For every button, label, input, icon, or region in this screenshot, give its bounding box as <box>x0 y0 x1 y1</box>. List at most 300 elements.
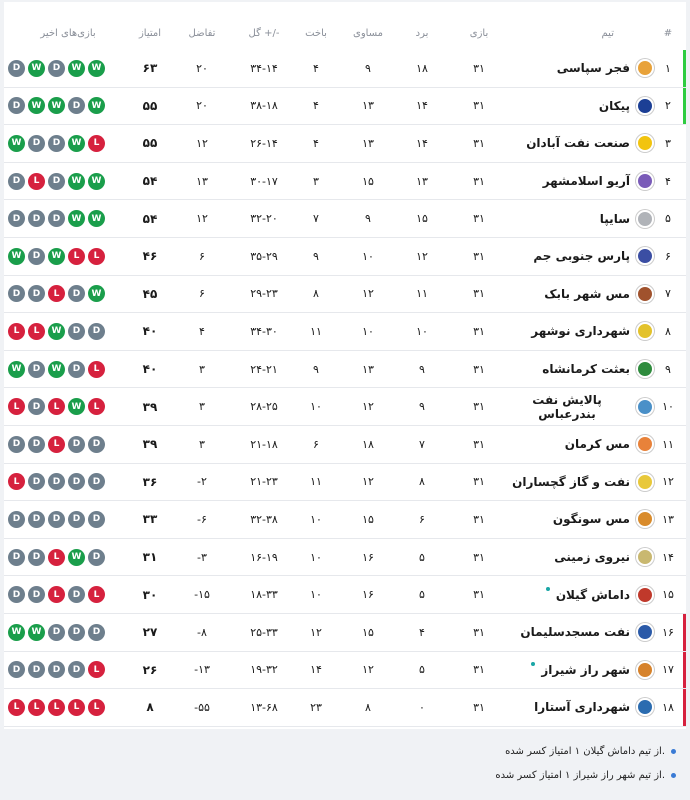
team[interactable] <box>504 285 654 303</box>
form-badge: W <box>68 173 85 190</box>
form-badge: L <box>8 473 25 490</box>
draws: ۸ <box>365 700 371 714</box>
form-badge: D <box>8 549 25 566</box>
note-marker-icon <box>546 587 550 591</box>
wins: ۱۵ <box>416 212 428 226</box>
table-row[interactable] <box>4 238 686 276</box>
played: ۳۱ <box>473 324 485 338</box>
form-badge: D <box>48 661 65 678</box>
wins: ۸ <box>419 475 425 489</box>
team-name[interactable]: نفت مسجدسلیمان <box>520 625 630 640</box>
losses: ۹ <box>313 362 319 376</box>
goal-diff: -۵۵ <box>194 700 210 714</box>
team-logo-icon <box>636 97 654 115</box>
points: ۳۳ <box>142 512 158 527</box>
table-header <box>4 18 686 48</box>
goal-diff: ۶ <box>199 249 205 263</box>
points: ۴۰ <box>142 362 158 377</box>
form-badge: D <box>8 586 25 603</box>
form-badge: D <box>68 97 85 114</box>
goal-diff: ۴ <box>199 324 205 338</box>
goals: ۳۴-۳۰ <box>250 324 278 338</box>
team-name[interactable]: شهر راز شیراز <box>541 662 630 677</box>
relegation-marker <box>683 614 686 651</box>
form-badge: L <box>88 398 105 415</box>
team-logo-icon <box>636 210 654 228</box>
form-badge: D <box>8 661 25 678</box>
team[interactable] <box>504 473 654 491</box>
team-name[interactable]: پارس جنوبی جم <box>533 249 630 264</box>
goal-diff: -۱۵ <box>194 588 210 602</box>
played: ۳۱ <box>473 61 485 75</box>
rank: ۱۸ <box>662 700 674 714</box>
form-badge: D <box>48 173 65 190</box>
team-logo-icon <box>636 661 654 679</box>
goal-diff: -۲ <box>197 475 207 489</box>
played: ۳۱ <box>473 99 485 113</box>
rank: ۵ <box>665 212 671 226</box>
recent-form <box>8 549 128 566</box>
form-badge: L <box>48 398 65 415</box>
team[interactable] <box>504 586 654 604</box>
footnotes <box>4 738 686 794</box>
team-logo-icon <box>636 510 654 528</box>
form-badge: L <box>48 436 65 453</box>
header-played[interactable]: بازی <box>469 27 489 39</box>
team[interactable] <box>504 59 654 77</box>
team-name[interactable]: آریو اسلامشهر <box>542 174 630 189</box>
form-badge: D <box>68 473 85 490</box>
recent-form <box>8 699 128 716</box>
form-badge: D <box>8 60 25 77</box>
goal-diff: -۶ <box>197 512 207 526</box>
rank: ۱۳ <box>662 512 674 526</box>
form-badge: L <box>88 248 105 265</box>
points: ۳۱ <box>142 550 158 565</box>
points: ۶۳ <box>142 61 158 76</box>
recent-form <box>8 586 128 603</box>
form-badge: D <box>28 511 45 528</box>
wins: ۰ <box>419 700 425 714</box>
form-badge: D <box>48 210 65 227</box>
points: ۴۰ <box>142 324 158 339</box>
table-row[interactable] <box>4 88 686 126</box>
form-badge: W <box>28 97 45 114</box>
wins: ۱۸ <box>416 61 428 75</box>
losses: ۱۴ <box>310 663 322 677</box>
recent-form <box>8 60 128 77</box>
team[interactable] <box>504 698 654 716</box>
team[interactable] <box>504 548 654 566</box>
team-name[interactable]: سایپا <box>599 211 630 226</box>
form-badge: W <box>88 210 105 227</box>
form-badge: D <box>28 361 45 378</box>
form-badge: W <box>68 60 85 77</box>
table-row[interactable] <box>4 426 686 464</box>
wins: ۱۴ <box>416 99 428 113</box>
team-name[interactable]: صنعت نفت آبادان <box>526 136 630 151</box>
table-row[interactable] <box>4 125 686 163</box>
goal-diff: ۲۰ <box>196 61 208 75</box>
draws: ۱۳ <box>362 362 374 376</box>
team[interactable] <box>504 661 654 679</box>
goal-diff: ۶ <box>199 287 205 301</box>
played: ۳۱ <box>473 700 485 714</box>
goals: ۲۱-۲۳ <box>250 475 278 489</box>
table-row[interactable] <box>4 276 686 314</box>
losses: ۱۲ <box>310 625 322 639</box>
team-logo-icon <box>636 623 654 641</box>
points: ۴۵ <box>142 286 158 301</box>
form-badge: L <box>88 586 105 603</box>
team[interactable] <box>504 393 654 421</box>
form-badge: D <box>68 285 85 302</box>
form-badge: L <box>68 248 85 265</box>
form-badge: D <box>8 511 25 528</box>
form-badge: L <box>68 699 85 716</box>
recent-form <box>8 361 128 378</box>
goal-diff: ۱۳ <box>196 174 208 188</box>
form-badge: D <box>88 511 105 528</box>
goals: ۲۹-۲۳ <box>250 287 278 301</box>
rank: ۶ <box>665 249 671 263</box>
rank: ۸ <box>665 324 671 338</box>
recent-form <box>8 473 128 490</box>
wins: ۱۱ <box>416 287 428 301</box>
points: ۳۹ <box>142 399 158 414</box>
goal-diff: ۳ <box>199 400 205 414</box>
team[interactable] <box>504 247 654 265</box>
team-logo-icon <box>636 172 654 190</box>
form-badge: D <box>68 661 85 678</box>
losses: ۶ <box>313 437 319 451</box>
team[interactable] <box>504 510 654 528</box>
form-badge: D <box>28 210 45 227</box>
form-badge: L <box>88 135 105 152</box>
form-badge: W <box>68 210 85 227</box>
draws: ۱۰ <box>362 324 374 338</box>
draws: ۱۲ <box>362 475 374 489</box>
recent-form <box>8 436 128 453</box>
recent-form <box>8 511 128 528</box>
wins: ۵ <box>419 550 425 564</box>
team-logo-icon <box>636 360 654 378</box>
form-badge: D <box>88 473 105 490</box>
form-badge: L <box>8 699 25 716</box>
recent-form <box>8 323 128 340</box>
form-badge: W <box>8 135 25 152</box>
team-logo-icon <box>636 285 654 303</box>
losses: ۱۰ <box>310 588 322 602</box>
team-name[interactable]: نفت و گاز گچساران <box>512 474 630 489</box>
form-badge: D <box>28 661 45 678</box>
rank: ۳ <box>665 136 671 150</box>
rank: ۱۵ <box>662 588 674 602</box>
header-win[interactable]: برد <box>415 27 429 39</box>
form-badge: D <box>8 285 25 302</box>
losses: ۲۳ <box>310 700 322 714</box>
goals: ۳۲-۲۰ <box>250 212 278 226</box>
rank: ۱۰ <box>662 400 674 414</box>
form-badge: D <box>68 586 85 603</box>
form-badge: D <box>88 436 105 453</box>
losses: ۳ <box>313 174 319 188</box>
goals: ۳۰-۱۷ <box>250 174 278 188</box>
losses: ۸ <box>313 287 319 301</box>
table-row[interactable] <box>4 652 686 690</box>
table-row[interactable] <box>4 50 686 88</box>
played: ۳۱ <box>473 174 485 188</box>
form-badge: D <box>28 549 45 566</box>
table-row[interactable] <box>4 200 686 238</box>
table-row[interactable] <box>4 163 686 201</box>
losses: ۱۱ <box>310 324 322 338</box>
form-badge: D <box>68 511 85 528</box>
team-name[interactable]: شهرداری نوشهر <box>531 324 630 339</box>
team-name[interactable]: فجر سپاسی <box>556 61 630 76</box>
team-logo-icon <box>636 435 654 453</box>
table-row[interactable] <box>4 313 686 351</box>
rank: ۱ <box>665 61 671 75</box>
rank: ۴ <box>665 174 671 188</box>
points: ۳۰ <box>142 587 158 602</box>
footnote <box>495 770 676 781</box>
header-diff[interactable]: تفاضل <box>188 27 216 39</box>
points: ۵۴ <box>142 174 158 189</box>
goal-diff: ۳ <box>199 362 205 376</box>
team-name[interactable]: بعثت کرمانشاه <box>542 362 630 377</box>
team[interactable] <box>504 623 654 641</box>
table-row[interactable] <box>4 351 686 389</box>
points: ۵۴ <box>142 211 158 226</box>
rank: ۹ <box>665 362 671 376</box>
played: ۳۱ <box>473 625 485 639</box>
table-row[interactable] <box>4 576 686 614</box>
table-row[interactable] <box>4 388 686 426</box>
form-badge: W <box>8 624 25 641</box>
table-row[interactable] <box>4 539 686 577</box>
team[interactable] <box>504 97 654 115</box>
form-badge: D <box>28 248 45 265</box>
wins: ۴ <box>419 625 425 639</box>
rank: ۲ <box>665 99 671 113</box>
team-name[interactable]: پالایش نفت بندرعباس <box>532 392 602 421</box>
draws: ۱۲ <box>362 663 374 677</box>
header-draw[interactable]: مساوی <box>353 27 383 39</box>
team[interactable] <box>504 322 654 340</box>
promotion-marker <box>683 50 686 87</box>
header-form[interactable]: بازی‌های اخیر <box>40 27 96 39</box>
draws: ۱۵ <box>362 625 374 639</box>
played: ۳۱ <box>473 287 485 301</box>
played: ۳۱ <box>473 136 485 150</box>
relegation-marker <box>683 689 686 726</box>
wins: ۶ <box>419 512 425 526</box>
header-points[interactable]: امتیاز <box>138 27 162 39</box>
form-badge: L <box>48 549 65 566</box>
header-loss[interactable]: باخت <box>305 27 327 39</box>
wins: ۱۲ <box>416 249 428 263</box>
wins: ۱۳ <box>416 174 428 188</box>
played: ۳۱ <box>473 437 485 451</box>
form-badge: W <box>28 60 45 77</box>
form-badge: D <box>28 398 45 415</box>
promotion-marker <box>683 88 686 125</box>
team[interactable] <box>504 172 654 190</box>
team-logo-icon <box>636 59 654 77</box>
losses: ۴ <box>313 136 319 150</box>
draws: ۱۵ <box>362 512 374 526</box>
rank: ۷ <box>665 287 671 301</box>
standings-table <box>4 2 686 729</box>
form-badge: W <box>48 248 65 265</box>
points: ۲۷ <box>142 625 158 640</box>
recent-form <box>8 285 128 302</box>
team-logo-icon <box>636 586 654 604</box>
goals: ۱۹-۳۲ <box>250 663 278 677</box>
goals: ۱۳-۶۸ <box>250 700 278 714</box>
draws: ۹ <box>365 61 371 75</box>
goals: ۲۵-۳۳ <box>250 625 278 639</box>
form-badge: L <box>28 173 45 190</box>
team-name[interactable]: شهرداری آستارا <box>534 700 630 715</box>
recent-form <box>8 135 128 152</box>
draws: ۱۰ <box>362 249 374 263</box>
goals: ۲۴-۲۱ <box>250 362 278 376</box>
goals: ۲۸-۲۵ <box>250 400 278 414</box>
losses: ۱۰ <box>310 550 322 564</box>
losses: ۱۰ <box>310 400 322 414</box>
form-badge: D <box>68 323 85 340</box>
form-badge: W <box>48 97 65 114</box>
team-name[interactable]: مس سونگون <box>552 512 630 527</box>
goals: ۱۶-۱۹ <box>250 550 278 564</box>
form-badge: D <box>8 173 25 190</box>
draws: ۹ <box>365 212 371 226</box>
form-badge: D <box>68 361 85 378</box>
points: ۵۵ <box>142 98 158 113</box>
recent-form <box>8 173 128 190</box>
form-badge: D <box>28 135 45 152</box>
goal-diff: ۲۰ <box>196 99 208 113</box>
losses: ۷ <box>313 212 319 226</box>
header-goals[interactable]: گل +/- <box>248 27 280 39</box>
form-badge: W <box>88 173 105 190</box>
points: ۴۶ <box>142 249 158 264</box>
form-badge: L <box>88 361 105 378</box>
team-logo-icon <box>636 247 654 265</box>
played: ۳۱ <box>473 550 485 564</box>
losses: ۱۰ <box>310 512 322 526</box>
played: ۳۱ <box>473 512 485 526</box>
points: ۳۹ <box>142 437 158 452</box>
form-badge: D <box>8 210 25 227</box>
played: ۳۱ <box>473 212 485 226</box>
draws: ۱۶ <box>362 588 374 602</box>
team-name[interactable]: داماش گیلان <box>555 587 630 602</box>
form-badge: W <box>88 97 105 114</box>
team-name[interactable]: نیروی زمینی <box>554 550 630 565</box>
form-badge: W <box>68 549 85 566</box>
form-badge: L <box>28 699 45 716</box>
form-badge: D <box>68 436 85 453</box>
team-name[interactable]: پیکان <box>598 98 630 113</box>
footnote-text: از تیم شهر راز شیراز ۱ امتیاز کسر شده. <box>495 770 665 781</box>
form-badge: D <box>88 624 105 641</box>
rank: ۱۶ <box>662 625 674 639</box>
team-logo-icon <box>636 698 654 716</box>
points: ۵۵ <box>142 136 158 151</box>
wins: ۷ <box>419 437 425 451</box>
points: ۸ <box>146 700 154 715</box>
goals: ۲۶-۱۴ <box>250 136 278 150</box>
form-badge: L <box>88 661 105 678</box>
draws: ۱۸ <box>362 437 374 451</box>
form-badge: D <box>48 473 65 490</box>
recent-form <box>8 97 128 114</box>
goals: ۳۸-۱۸ <box>250 99 278 113</box>
form-badge: D <box>48 60 65 77</box>
footnote-text: از تیم داماش گیلان ۱ امتیاز کسر شده. <box>505 746 665 757</box>
losses: ۹ <box>313 249 319 263</box>
form-badge: W <box>88 285 105 302</box>
table-row[interactable] <box>4 501 686 539</box>
form-badge: W <box>8 248 25 265</box>
form-badge: W <box>68 135 85 152</box>
form-badge: D <box>8 97 25 114</box>
form-badge: D <box>28 473 45 490</box>
played: ۳۱ <box>473 663 485 677</box>
form-badge: L <box>88 699 105 716</box>
team[interactable] <box>504 360 654 378</box>
team[interactable] <box>504 134 654 152</box>
goal-diff: -۳ <box>197 550 207 564</box>
rank: ۱۴ <box>662 550 674 564</box>
goal-diff: ۱۲ <box>196 136 208 150</box>
team-logo-icon <box>636 134 654 152</box>
goal-diff: -۱۳ <box>194 663 210 677</box>
played: ۳۱ <box>473 475 485 489</box>
draws: ۱۲ <box>362 287 374 301</box>
recent-form <box>8 248 128 265</box>
points: ۲۶ <box>142 662 158 677</box>
table-row[interactable] <box>4 689 686 727</box>
wins: ۵ <box>419 588 425 602</box>
table-row[interactable] <box>4 614 686 652</box>
form-badge: W <box>48 323 65 340</box>
header-team[interactable]: تیم <box>601 27 614 39</box>
recent-form <box>8 624 128 641</box>
draws: ۱۲ <box>362 400 374 414</box>
form-badge: D <box>48 135 65 152</box>
footnote <box>505 746 676 757</box>
form-badge: W <box>8 361 25 378</box>
rank: ۱۲ <box>662 475 674 489</box>
form-badge: D <box>28 586 45 603</box>
team[interactable] <box>504 210 654 228</box>
team-name[interactable]: مس کرمان <box>564 437 630 452</box>
draws: ۱۶ <box>362 550 374 564</box>
form-badge: D <box>88 549 105 566</box>
losses: ۴ <box>313 99 319 113</box>
team[interactable] <box>504 435 654 453</box>
table-row[interactable] <box>4 464 686 502</box>
played: ۳۱ <box>473 249 485 263</box>
draws: ۱۳ <box>362 99 374 113</box>
team-name[interactable]: مس شهر بابک <box>544 286 630 301</box>
goals: ۳۵-۲۹ <box>250 249 278 263</box>
form-badge: L <box>28 323 45 340</box>
